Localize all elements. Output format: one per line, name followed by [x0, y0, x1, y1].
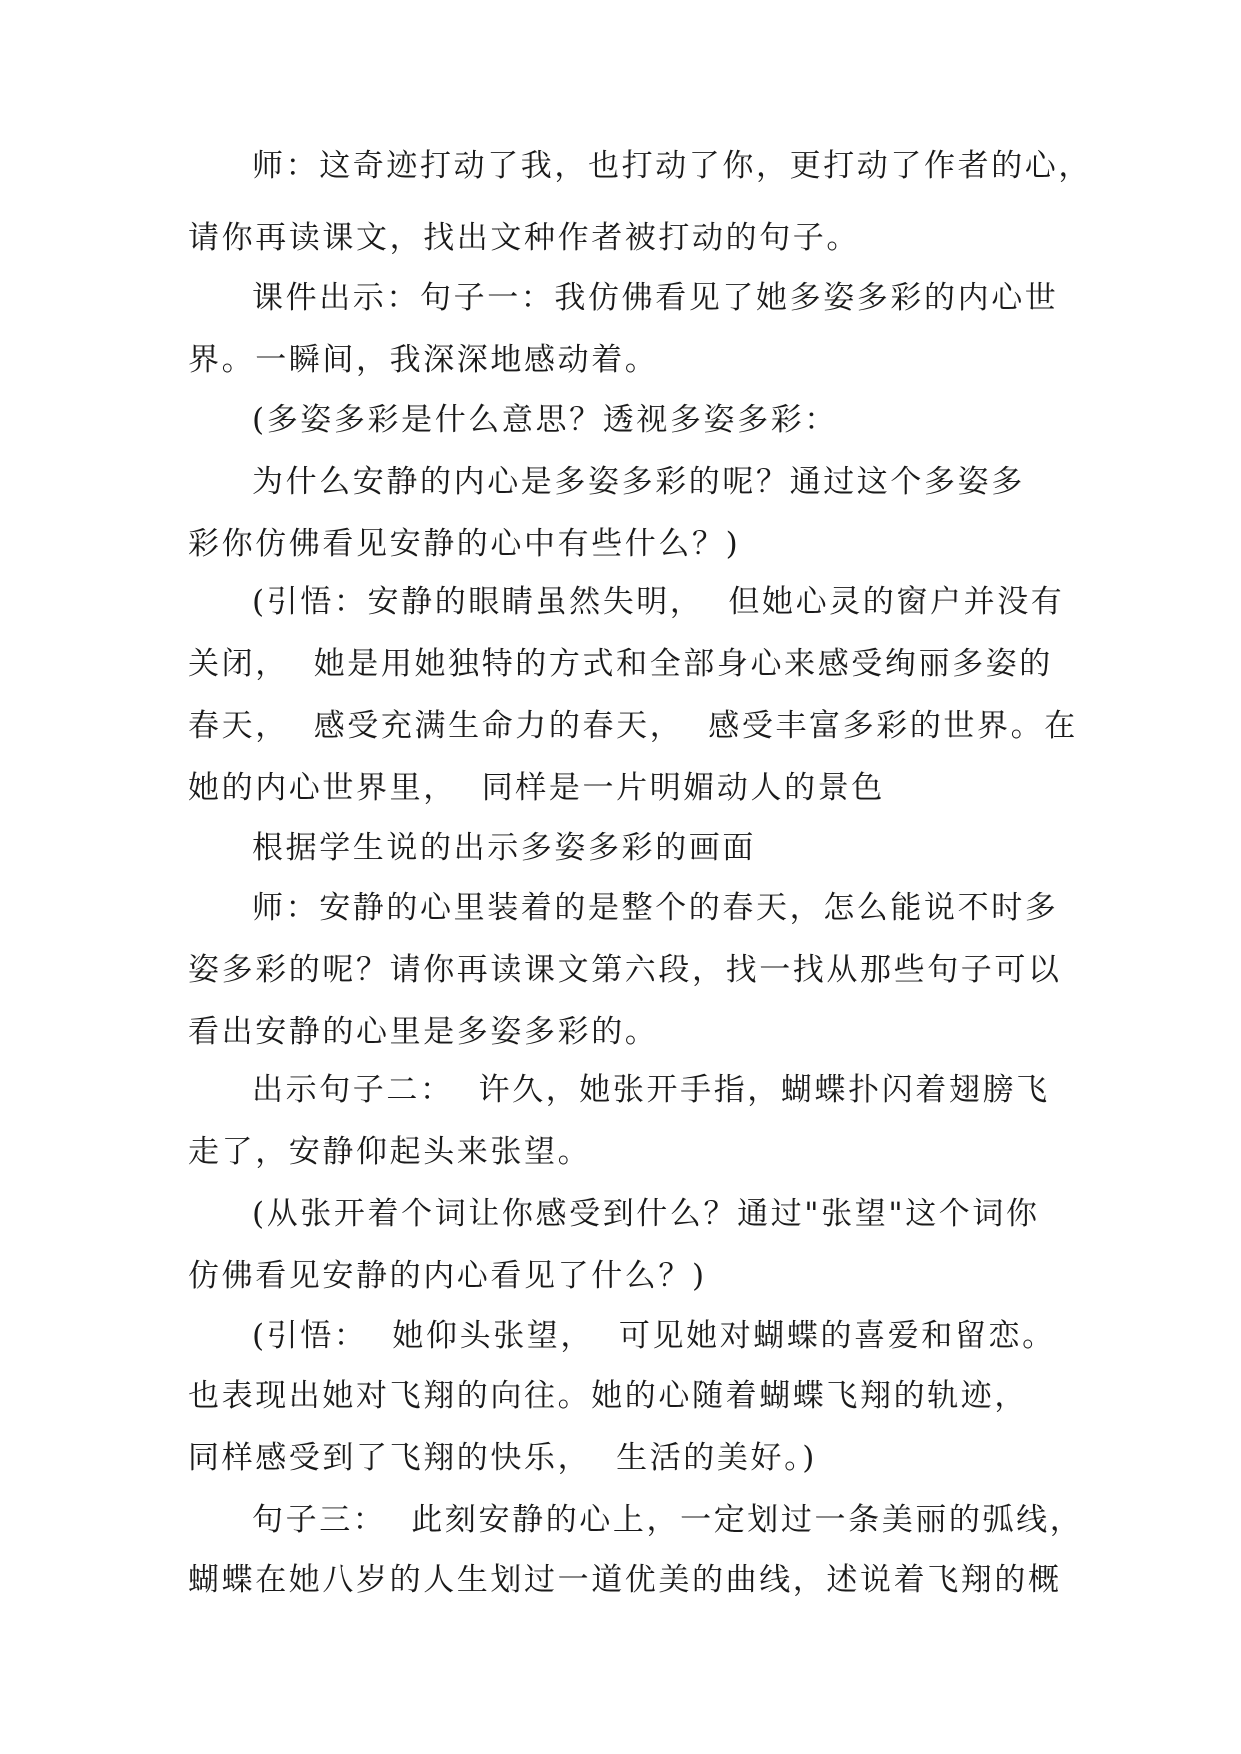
- text-line: 看出安静的心里是多姿多彩的。: [188, 1014, 659, 1050]
- text-line: 蝴蝶在她八岁的人生划过一道优美的曲线，述说着飞翔的概: [188, 1562, 1062, 1598]
- text-line: 课件出示：句子一：我仿佛看见了她多姿多彩的内心世: [252, 280, 1059, 316]
- text-line: 师：安静的心里装着的是整个的春天，怎么能说不时多: [252, 890, 1059, 926]
- text-line: 春天， 感受充满生命力的春天， 感受丰富多彩的世界。在: [188, 708, 1078, 744]
- text-line: 句子三： 此刻安静的心上，一定划过一条美丽的弧线，: [252, 1502, 1084, 1538]
- text-line: 关闭， 她是用她独特的方式和全部身心来感受绚丽多姿的: [188, 646, 1053, 682]
- text-line: 请你再读课文，找出文种作者被打动的句子。: [188, 220, 860, 256]
- text-line: 她的内心世界里， 同样是一片明媚动人的景色: [188, 770, 885, 806]
- text-line: (从张开着个词让你感受到什么？通过"张望"这个词你: [252, 1196, 1040, 1232]
- text-line: 仿佛看见安静的内心看见了什么？): [188, 1258, 707, 1294]
- text-line: 师：这奇迹打动了我，也打动了你，更打动了作者的心，: [252, 148, 1092, 184]
- text-line: (引悟： 她仰头张望， 可见她对蝴蝶的喜爱和留恋。: [252, 1318, 1056, 1354]
- text-line: 界。一瞬间，我深深地感动着。: [188, 342, 659, 378]
- text-line: (多姿多彩是什么意思？透视多姿多彩：: [252, 402, 838, 438]
- text-line: 走了，安静仰起头来张望。: [188, 1134, 592, 1170]
- text-line: 姿多彩的呢？请你再读课文第六段，找一找从那些句子可以: [188, 952, 1062, 988]
- text-line: 出示句子二： 许久，她张开手指，蝴蝶扑闪着翅膀飞: [252, 1072, 1050, 1108]
- text-line: (引悟：安静的眼睛虽然失明， 但她心灵的窗户并没有: [252, 584, 1065, 620]
- text-line: 为什么安静的内心是多姿多彩的呢？通过这个多姿多: [252, 464, 1025, 500]
- text-line: 同样感受到了飞翔的快乐， 生活的美好。): [188, 1440, 817, 1476]
- text-line: 也表现出她对飞翔的向往。她的心随着蝴蝶飞翔的轨迹，: [188, 1378, 1028, 1414]
- text-line: 彩你仿佛看见安静的心中有些什么？): [188, 526, 741, 562]
- text-line: 根据学生说的出示多姿多彩的画面: [252, 830, 756, 866]
